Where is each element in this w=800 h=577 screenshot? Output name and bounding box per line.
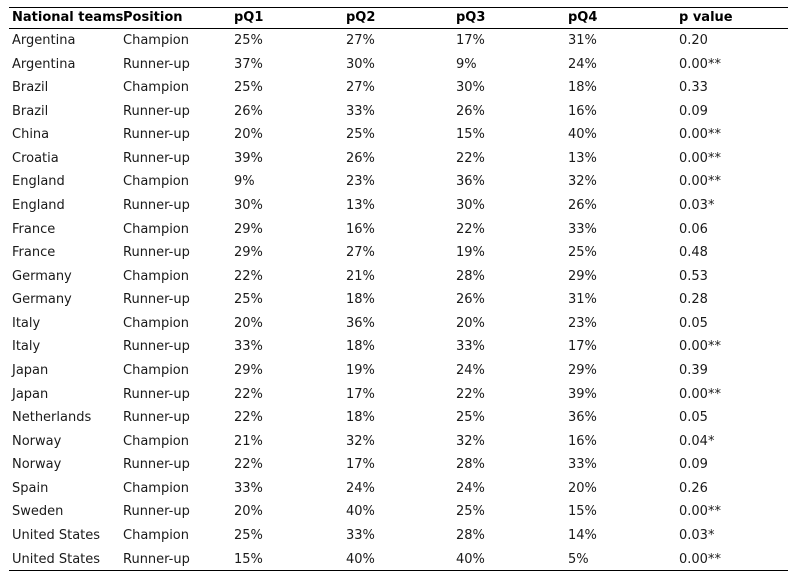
cell-position: Runner-up	[123, 245, 190, 261]
cell-pq4: 32%	[568, 174, 597, 190]
cell-pq2: 40%	[346, 551, 375, 567]
cell-pq3: 26%	[456, 103, 485, 119]
cell-pq2: 19%	[346, 362, 375, 378]
cell-pq2: 21%	[346, 268, 375, 284]
cell-p-value: 0.05	[679, 315, 708, 331]
cell-pq2: 32%	[346, 433, 375, 449]
cell-pq1: 29%	[234, 362, 263, 378]
cell-team: China	[12, 127, 50, 143]
cell-pq1: 15%	[234, 551, 263, 567]
cell-p-value: 0.00**	[679, 56, 721, 72]
cell-position: Champion	[123, 433, 190, 449]
table-row	[9, 335, 788, 359]
cell-pq1: 9%	[234, 174, 255, 190]
cell-p-value: 0.28	[679, 292, 708, 308]
cell-pq3: 30%	[456, 80, 485, 96]
cell-pq2: 18%	[346, 339, 375, 355]
cell-p-value: 0.00**	[679, 150, 721, 166]
cell-p-value: 0.00**	[679, 386, 721, 402]
cell-position: Champion	[123, 480, 190, 496]
table-row	[9, 29, 788, 53]
table-row	[9, 218, 788, 242]
table-row	[9, 406, 788, 430]
cell-team: Norway	[12, 433, 62, 449]
cell-p-value: 0.39	[679, 362, 708, 378]
table-row	[9, 123, 788, 147]
table-row	[9, 170, 788, 194]
cell-pq4: 29%	[568, 268, 597, 284]
cell-pq3: 28%	[456, 268, 485, 284]
cell-pq2: 16%	[346, 221, 375, 237]
cell-pq1: 22%	[234, 457, 263, 473]
cell-p-value: 0.09	[679, 103, 708, 119]
cell-pq1: 20%	[234, 127, 263, 143]
cell-team: Italy	[12, 339, 41, 355]
cell-pq3: 24%	[456, 480, 485, 496]
cell-pq1: 25%	[234, 292, 263, 308]
table-row	[9, 288, 788, 312]
cell-pq4: 16%	[568, 103, 597, 119]
cell-position: Runner-up	[123, 339, 190, 355]
cell-p-value: 0.00**	[679, 504, 721, 520]
cell-pq4: 17%	[568, 339, 597, 355]
cell-pq3: 19%	[456, 245, 485, 261]
cell-pq3: 33%	[456, 339, 485, 355]
cell-pq2: 27%	[346, 80, 375, 96]
cell-pq4: 23%	[568, 315, 597, 331]
cell-pq3: 25%	[456, 410, 485, 426]
cell-pq4: 29%	[568, 362, 597, 378]
cell-pq4: 40%	[568, 127, 597, 143]
cell-team: Croatia	[12, 150, 59, 166]
cell-p-value: 0.20	[679, 33, 708, 48]
cell-pq3: 9%	[456, 56, 477, 72]
cell-position: Runner-up	[123, 150, 190, 166]
cell-pq1: 25%	[234, 527, 263, 543]
cell-p-value: 0.00**	[679, 339, 721, 355]
header-row	[9, 8, 788, 28]
header-pq4: pQ4	[568, 10, 598, 25]
cell-pq2: 23%	[346, 174, 375, 190]
table-row	[9, 359, 788, 383]
cell-pq4: 18%	[568, 80, 597, 96]
cell-pq1: 21%	[234, 433, 263, 449]
cell-pq4: 14%	[568, 527, 597, 543]
cell-pq3: 26%	[456, 292, 485, 308]
table-row	[9, 312, 788, 336]
cell-p-value: 0.09	[679, 457, 708, 473]
cell-team: Germany	[12, 268, 72, 284]
cell-pq4: 16%	[568, 433, 597, 449]
cell-pq1: 30%	[234, 197, 263, 213]
cell-team: Argentina	[12, 33, 76, 48]
cell-pq1: 20%	[234, 504, 263, 520]
cell-pq1: 25%	[234, 80, 263, 96]
cell-pq2: 33%	[346, 527, 375, 543]
cell-pq2: 33%	[346, 103, 375, 119]
cell-p-value: 0.53	[679, 268, 708, 284]
cell-pq3: 28%	[456, 527, 485, 543]
cell-team: Brazil	[12, 103, 49, 119]
cell-team: United States	[12, 527, 101, 543]
cell-position: Champion	[123, 527, 190, 543]
cell-pq1: 25%	[234, 33, 263, 48]
cell-position: Champion	[123, 221, 190, 237]
cell-pq4: 13%	[568, 150, 597, 166]
cell-position: Runner-up	[123, 457, 190, 473]
table-row	[9, 453, 788, 477]
cell-position: Champion	[123, 268, 190, 284]
cell-position: Runner-up	[123, 410, 190, 426]
cell-position: Runner-up	[123, 56, 190, 72]
cell-pq2: 27%	[346, 245, 375, 261]
cell-position: Runner-up	[123, 551, 190, 567]
cell-position: Champion	[123, 33, 190, 48]
cell-pq1: 33%	[234, 339, 263, 355]
cell-pq4: 15%	[568, 504, 597, 520]
cell-team: Japan	[12, 386, 49, 402]
header-pq3: pQ3	[456, 10, 486, 25]
cell-pq3: 28%	[456, 457, 485, 473]
cell-position: Runner-up	[123, 103, 190, 119]
bottom-rule	[9, 570, 788, 571]
cell-pq3: 15%	[456, 127, 485, 143]
cell-p-value: 0.06	[679, 221, 708, 237]
cell-team: England	[12, 197, 65, 213]
cell-p-value: 0.00**	[679, 551, 721, 567]
cell-pq1: 22%	[234, 410, 263, 426]
cell-pq1: 26%	[234, 103, 263, 119]
cell-pq1: 22%	[234, 386, 263, 402]
header-pq2: pQ2	[346, 10, 376, 25]
cell-pq3: 17%	[456, 33, 485, 48]
cell-position: Runner-up	[123, 504, 190, 520]
cell-pq1: 29%	[234, 221, 263, 237]
header-p-value: p value	[679, 10, 733, 25]
cell-team: Brazil	[12, 80, 49, 96]
cell-pq2: 27%	[346, 33, 375, 48]
cell-pq4: 20%	[568, 480, 597, 496]
table-row	[9, 524, 788, 548]
cell-pq1: 20%	[234, 315, 263, 331]
cell-p-value: 0.05	[679, 410, 708, 426]
cell-team: Norway	[12, 457, 62, 473]
cell-team: England	[12, 174, 65, 190]
cell-pq1: 39%	[234, 150, 263, 166]
cell-p-value: 0.00**	[679, 174, 721, 190]
cell-pq2: 36%	[346, 315, 375, 331]
cell-pq2: 18%	[346, 410, 375, 426]
table-row	[9, 241, 788, 265]
cell-pq4: 24%	[568, 56, 597, 72]
cell-position: Runner-up	[123, 386, 190, 402]
cell-team: Japan	[12, 362, 49, 378]
cell-pq3: 40%	[456, 551, 485, 567]
cell-p-value: 0.26	[679, 480, 708, 496]
cell-team: Netherlands	[12, 410, 92, 426]
cell-team: France	[12, 245, 56, 261]
cell-pq4: 33%	[568, 221, 597, 237]
cell-pq4: 31%	[568, 33, 597, 48]
cell-pq2: 17%	[346, 457, 375, 473]
cell-p-value: 0.03*	[679, 527, 715, 543]
cell-pq2: 25%	[346, 127, 375, 143]
table-row	[9, 194, 788, 218]
table-row	[9, 53, 788, 77]
cell-pq1: 29%	[234, 245, 263, 261]
cell-position: Runner-up	[123, 197, 190, 213]
cell-pq4: 5%	[568, 551, 589, 567]
cell-pq3: 20%	[456, 315, 485, 331]
cell-pq2: 17%	[346, 386, 375, 402]
cell-pq2: 13%	[346, 197, 375, 213]
table-row	[9, 430, 788, 454]
header-pq1: pQ1	[234, 10, 264, 25]
cell-team: Sweden	[12, 504, 64, 520]
cell-pq4: 31%	[568, 292, 597, 308]
cell-pq3: 32%	[456, 433, 485, 449]
cell-team: Italy	[12, 315, 41, 331]
cell-position: Champion	[123, 80, 190, 96]
cell-pq2: 18%	[346, 292, 375, 308]
cell-pq4: 26%	[568, 197, 597, 213]
cell-pq3: 25%	[456, 504, 485, 520]
cell-team: France	[12, 221, 56, 237]
cell-team: Germany	[12, 292, 72, 308]
cell-position: Champion	[123, 362, 190, 378]
cell-pq4: 39%	[568, 386, 597, 402]
table-row	[9, 477, 788, 501]
cell-p-value: 0.04*	[679, 433, 715, 449]
header-national-teams: National teams	[12, 10, 124, 25]
cell-pq3: 36%	[456, 174, 485, 190]
table-row	[9, 548, 788, 572]
cell-pq3: 22%	[456, 150, 485, 166]
cell-pq3: 24%	[456, 362, 485, 378]
table-row	[9, 147, 788, 171]
cell-pq2: 40%	[346, 504, 375, 520]
cell-team: United States	[12, 551, 101, 567]
cell-p-value: 0.48	[679, 245, 708, 261]
cell-position: Runner-up	[123, 127, 190, 143]
table-row	[9, 500, 788, 524]
table-row	[9, 265, 788, 289]
cell-team: Spain	[12, 480, 49, 496]
header-position: Position	[123, 10, 183, 25]
cell-p-value: 0.00**	[679, 127, 721, 143]
cell-pq3: 22%	[456, 386, 485, 402]
cell-pq4: 33%	[568, 457, 597, 473]
cell-p-value: 0.03*	[679, 197, 715, 213]
cell-position: Champion	[123, 315, 190, 331]
cell-p-value: 0.33	[679, 80, 708, 96]
cell-pq2: 24%	[346, 480, 375, 496]
cell-pq1: 22%	[234, 268, 263, 284]
cell-pq4: 25%	[568, 245, 597, 261]
cell-pq1: 33%	[234, 480, 263, 496]
table-row	[9, 383, 788, 407]
cell-position: Runner-up	[123, 292, 190, 308]
table-row	[9, 100, 788, 124]
cell-pq1: 37%	[234, 56, 263, 72]
cell-position: Champion	[123, 174, 190, 190]
cell-pq4: 36%	[568, 410, 597, 426]
cell-pq2: 30%	[346, 56, 375, 72]
cell-pq2: 26%	[346, 150, 375, 166]
cell-pq3: 30%	[456, 197, 485, 213]
cell-team: Argentina	[12, 56, 76, 72]
table-row	[9, 76, 788, 100]
cell-pq3: 22%	[456, 221, 485, 237]
